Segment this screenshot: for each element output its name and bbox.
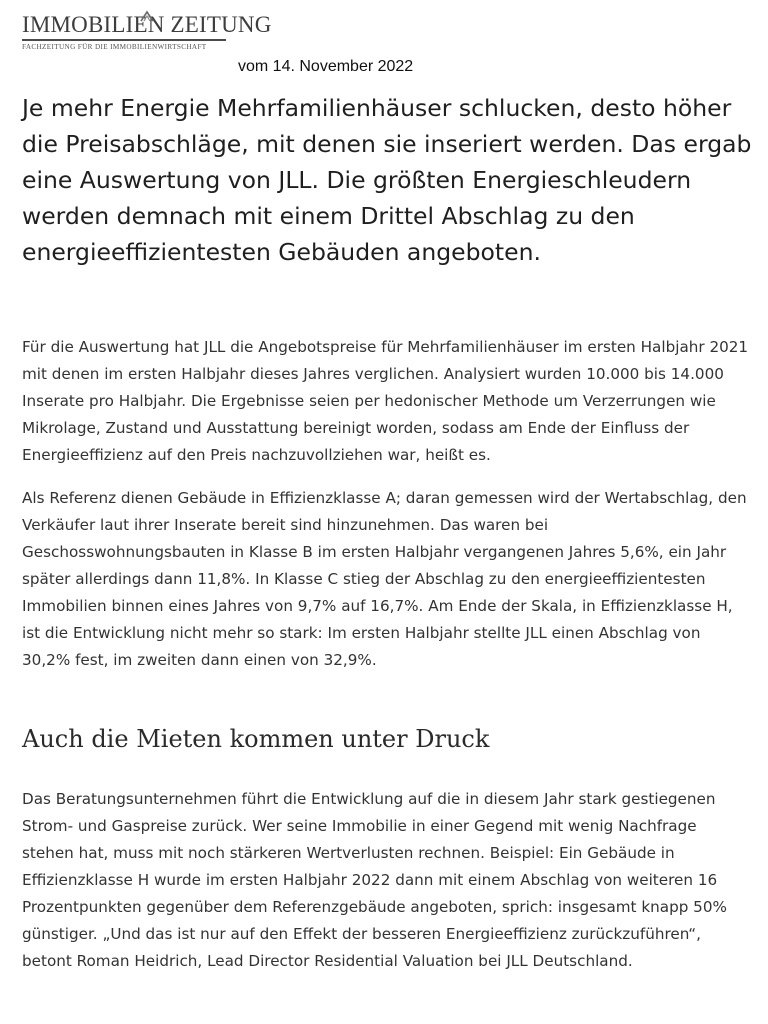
roof-mark-icon — [140, 10, 154, 22]
article-paragraph: Das Beratungsunternehmen führt die Entwicklung auf die in diesem Jahr stark gestiegenen Strom- und Gaspreise zurück. Wer seine Immobilie in einer Gegend mit wenig Nachfrage stehen hat, muss mit noch stärkeren Wertverlusten rechnen. Beispiel: Ein Gebäude in Effizienzklasse H wurde im ersten Halbjahr 2022 dann mit einem Abschlag von weiteren 16 Prozentpunkten gegenüber dem Referenzgebäude angeboten, sprich: insgesamt knapp 50% günstiger. „Und das ist nur auf den Effekt der besseren Energieeffizienz zurückzuführen“, betont Roman Heidrich, Lead Director Residential Valuation bei JLL Deutschland. — [22, 790, 727, 970]
article-paragraph: Als Referenz dienen Gebäude in Effizienzklasse A; daran gemessen wird der Wertabschlag, den Verkäufer laut ihrer Inserate bereit sind hinzunehmen. Das waren bei Geschosswohnungsbauten in Klasse B im ersten Halbjahr vergangenen Jahres 5,6%, ein Jahr später allerdings dann 11,8%. In Klasse C stieg der Abschlag zu den energieeffizientesten Immobilien binnen eines Jahres von 9,7% auf 16,7%. Am Ende der Skala, in Effizienzklasse H, ist die Entwicklung nicht mehr so stark: Im ersten Halbjahr stellte JLL einen Abschlag von 30,2% fest, im zweiten dann einen von 32,9%. — [22, 489, 747, 669]
masthead-subtitle: FACHZEITUNG FÜR DIE IMMOBILIENWIRTSCHAFT — [22, 43, 207, 51]
article-paragraph: Für die Auswertung hat JLL die Angebotspreise für Mehrfamilienhäuser im ersten Halbjahr 2021 mit denen im ersten Halbjahr dieses Jahres verglichen. Analysiert wurden 10.000 bis 14.000 Inserate pro Halbjahr. Die Ergebnisse seien per hedonischer Methode um Verzerrungen wie Mikrolage, Zustand und Ausstattung bereinigt worden, sodass am Ende der Einfluss der Energieeffizienz auf den Preis nachzuvollziehen war, heißt es. — [22, 338, 749, 464]
article-lead: Je mehr Energie Mehrfamilienhäuser schlucken, desto höher die Preisabschläge, mit denen sie inseriert werden. Das ergab eine Auswertung von JLL. Die größten Energieschleudern werden demnach mit einem Drittel Abschlag zu den energieeffizientesten Gebäuden angeboten. — [22, 94, 752, 266]
masthead — [22, 12, 272, 51]
publication-date: vom 14. November 2022 — [238, 58, 414, 75]
masthead-rule — [22, 39, 226, 41]
masthead-title: IMMOBILIEN ZEITUNG — [22, 12, 272, 37]
article-subheading: Auch die Mieten kommen unter Druck — [22, 725, 490, 753]
